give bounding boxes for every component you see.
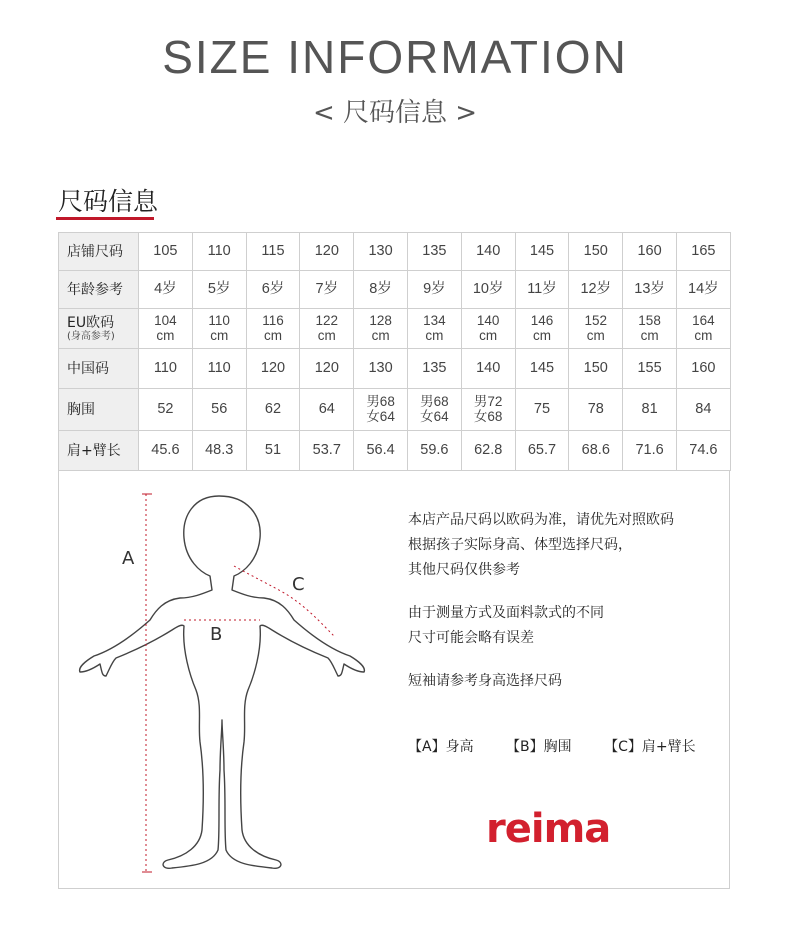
table-cell: 45.6 [139,431,193,471]
page-title: SIZE INFORMATION [162,31,628,83]
table-cell: 120 [300,233,354,271]
table-cell: 8岁 [354,271,408,309]
table-cell: 56.4 [354,431,408,471]
table-cell: 110 [139,349,193,389]
table-cell: 53.7 [300,431,354,471]
table-cell: 116 cm [246,309,300,349]
row-header: EU欧码 (身高参考) [59,309,139,349]
table-cell: 48.3 [192,431,246,471]
table-cell: 140 [461,349,515,389]
table-cell: 150 [569,233,623,271]
table-cell: 130 [354,233,408,271]
table-row [59,233,731,271]
table-cell: 9岁 [407,271,461,309]
table-cell: 110 [192,233,246,271]
table-cell: 146 cm [515,309,569,349]
notes-group-1 [408,508,728,583]
row-header: 店铺尺码 [59,233,139,271]
table-cell: 14岁 [676,271,730,309]
table-cell: 男68 女64 [354,389,408,431]
table-cell: 68.6 [569,431,623,471]
table-row [59,309,731,349]
note-line: 其他尺码仅供参考 [408,562,520,578]
note-line: 根据孩子实际身高、体型选择尺码， [408,537,632,553]
label-c: C [292,574,305,595]
table-cell: 78 [569,389,623,431]
note-line: 由于测量方式及面料款式的不同 [408,605,604,621]
size-table [58,232,731,471]
table-cell: 12岁 [569,271,623,309]
table-cell: 71.6 [623,431,677,471]
table-cell: 155 [623,349,677,389]
table-cell: 135 [407,349,461,389]
table-cell: 122 cm [300,309,354,349]
page-subtitle: < 尺码信息 > [312,98,478,128]
table-cell: 160 [676,349,730,389]
label-b: B [210,624,223,645]
size-notes [408,508,728,694]
measurement-lines [142,494,334,872]
arm-line [234,566,334,636]
table-cell: 62 [246,389,300,431]
table-cell: 134 cm [407,309,461,349]
table-cell: 男68 女64 [407,389,461,431]
note-line: 本店产品尺码以欧码为准，请优先对照欧码 [408,512,674,528]
table-cell: 120 [246,349,300,389]
table-cell: 145 [515,233,569,271]
table-cell: 164 cm [676,309,730,349]
table-row [59,431,731,471]
table-cell: 105 [139,233,193,271]
body-measurement-figure [72,480,372,880]
table-cell: 115 [246,233,300,271]
note-line: 尺寸可能会略有误差 [408,630,534,646]
table-cell: 11岁 [515,271,569,309]
table-cell: 110 cm [192,309,246,349]
table-cell: 51 [246,431,300,471]
table-cell: 84 [676,389,730,431]
table-cell: 110 [192,349,246,389]
table-cell: 152 cm [569,309,623,349]
table-cell: 男72 女68 [461,389,515,431]
legend-b: 【B】胸围 [506,739,572,755]
table-cell: 165 [676,233,730,271]
table-cell: 81 [623,389,677,431]
row-header: 年龄参考 [59,271,139,309]
table-cell: 5岁 [192,271,246,309]
table-cell: 7岁 [300,271,354,309]
table-cell: 120 [300,349,354,389]
table-cell: 104 cm [139,309,193,349]
table-row [59,389,731,431]
table-cell: 64 [300,389,354,431]
brand-logo: reima [486,806,611,852]
row-header: 肩+臂长 [59,431,139,471]
table-cell: 74.6 [676,431,730,471]
table-row [59,349,731,389]
notes-group-3 [408,669,728,694]
table-cell: 65.7 [515,431,569,471]
table-cell: 10岁 [461,271,515,309]
table-cell: 140 [461,233,515,271]
table-row [59,271,731,309]
table-cell: 56 [192,389,246,431]
table-cell: 158 cm [623,309,677,349]
legend-c: 【C】肩+臂长 [604,739,696,755]
note-line: 短袖请参考身高选择尺码 [408,673,562,689]
table-cell: 140 cm [461,309,515,349]
table-cell: 145 [515,349,569,389]
table-cell: 4岁 [139,271,193,309]
table-cell: 52 [139,389,193,431]
section-underline [56,217,154,220]
legend-a: 【A】身高 [408,739,474,755]
table-cell: 128 cm [354,309,408,349]
table-cell: 6岁 [246,271,300,309]
row-header: 中国码 [59,349,139,389]
row-header: 胸围 [59,389,139,431]
table-cell: 150 [569,349,623,389]
table-cell: 62.8 [461,431,515,471]
section-heading: 尺码信息 [58,187,159,216]
measurement-legend [408,736,724,756]
table-cell: 13岁 [623,271,677,309]
table-cell: 135 [407,233,461,271]
table-cell: 75 [515,389,569,431]
table-cell: 130 [354,349,408,389]
table-cell: 160 [623,233,677,271]
table-cell: 59.6 [407,431,461,471]
notes-group-2 [408,601,728,651]
label-a: A [122,548,135,569]
